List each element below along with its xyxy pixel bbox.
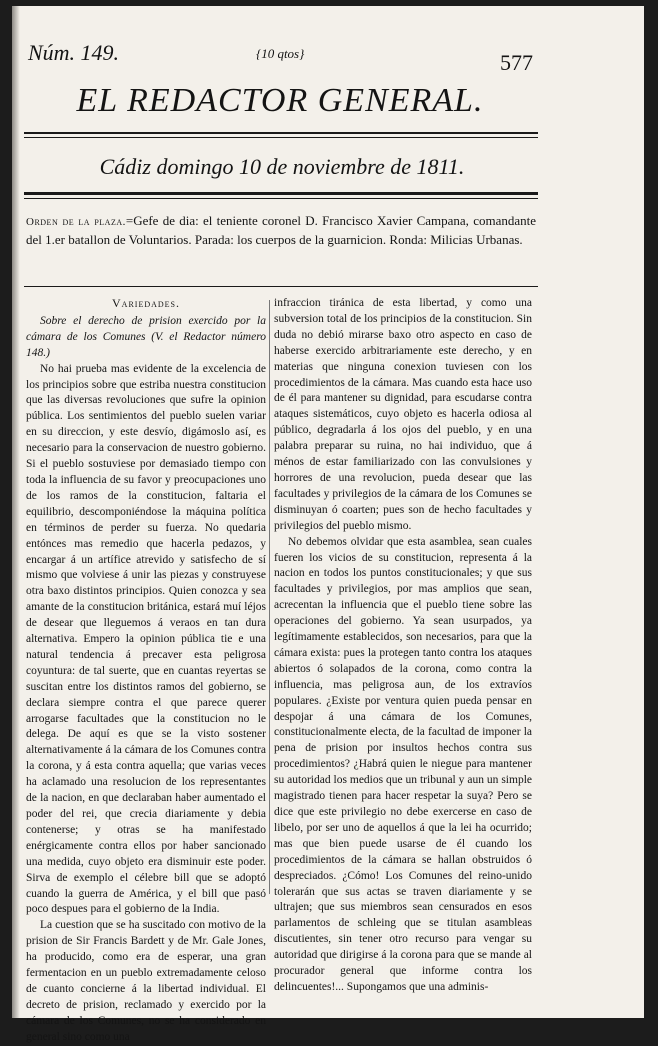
issue-date: Cádiz domingo 10 de noviembre de 1811. bbox=[99, 154, 465, 179]
paragraph: No debemos olvidar que esta asamblea, sean cuales fueren los vicios de su constitucion, representa á la nacion en todos los puntos constitucionales; y que sus facultades y privilegios, por mas amplios que sean, acrecentan la influencia que el pueblo tiene sobre las operaciones del gobierno. Ya sean usurpados, ya legítimamente establecidos, son necesarios, para que la cámara exista: pues la protegen tanto contra los ataques abiertos ó solapados de la corona, como contra la influencia, mas peligrosa aun, de los extravíos populares. ¿Existe por ventura quien pueda pensar en despojar á una cámara de los Comunes, constitucionalmente electa, de la facultad de imponer la pena de prision por insultos hechos contra sus procedimientos? ¿Habrá quien le niegue para mantener su autoridad los medios que un tribunal y aun un simple magistrado tienen para hacer respetar la suya? Pero se dice que este privilegio no debe exercerse en caso de libelo, por ser uno de aquellos á que la lei ha ocurrido; mas que bien puede usarse de él cuando los procedimientos de la cámara se hallan obstruidos ó despreciados. ¿Cómo! Los Comunes del reino-unido tolerarán que sus actas se traven diariamente y se ultrajen; que sus miembros sean censurados en esos parlamentos de schleing que se titulan asambleas discutientes, sin tener otro recurso para vengar su autoridad que dirigirse á la corona para que se mande al procurador general que informe contra los delincuentes!... Supongamos que una adminis- bbox=[274, 535, 532, 993]
masthead-rule-thin bbox=[24, 137, 538, 138]
masthead-title: EL REDACTOR GENERAL. bbox=[76, 82, 484, 119]
date-rule-thick bbox=[24, 192, 538, 195]
newspaper-page bbox=[12, 6, 644, 1043]
paragraph: No hai prueba mas evidente de la excelencia de los principios sobre que estriba nuestra constitucion que las diversas revoluciones que sufre la opinion pública. Los sentimientos del pueblo suelen variar en su direccion, y este desvío, digámoslo así, es necesario para la conservacion de nuestro gobierno. Si el pueblo sostuviese por demasiado tiempo con toda la influencia de su favor y preocupaciones uno de los ramos de la constitucion, faltaria el equilibrio, descomponiéndose la máquina política en términos de perder su fuerza. No quedaria entónces mas remedio que hacerla pedazos, y encargar á un artífice atrevido y satisfecho de sí mismo que volviese á unir las piezas y construyese otra baxo distintos principios. Quien conozca y sea amante de la constitucion británica, estará muí léjos de desear que lleguemos á veraos en tan dura alternativa. Empero la opinion pública tie e una natural tendencia á precaver esta peligrosa coyuntura: de tal suerte, que en cuantas reyertas se suscitan entre los distintos ramos del gobierno, se declara siempre contra el que parece querer arrogarse facultades que la constitucion no le delega. De aquí es que se la visto sostener alternativamente á la cámara de los Comunes contra la corona, y á esta contra aquella; que varias veces ha aclamado una resolucion de los representantes de la nacion, en que declaraban haber aumentado el poder del rei, que crecia diariamente y debia contenerse; y otras se ha manifestado enérgicamente contra ellos por haber sancionado una medida, cuyo objeto era disminuir este poder. Sirva de exemplo el célebre bill que se adoptó cuando la guerra de América, y el bill que pasó poco despues para el gobierno de la India. bbox=[26, 362, 266, 916]
date-rule-thin bbox=[24, 198, 538, 199]
source-note: Sobre el derecho de prision exercido por la cámara de los Comunes (V. el Redactor número 148.) bbox=[26, 314, 266, 359]
quire-note: {10 qtos} bbox=[256, 46, 305, 61]
section-title: Variedades. bbox=[112, 296, 180, 310]
orden-label: Orden de la plaza. bbox=[26, 216, 126, 228]
article-column-right bbox=[274, 296, 532, 996]
masthead-rule-thick bbox=[24, 132, 538, 134]
binding-shadow bbox=[12, 6, 20, 1018]
section-rule bbox=[24, 286, 538, 287]
page-number: 577 bbox=[500, 50, 533, 75]
issue-number: Núm. 149. bbox=[28, 40, 120, 65]
orden-text: =Gefe de dia: el teniente coronel D. Francisco Xavier Campana, comandante del 1.er batallon de Voluntarios. Parada: los cuerpos de la guarnicion. Ronda: Milicias Urbanas. bbox=[26, 213, 536, 247]
paragraph: La cuestion que se ha suscitado con motivo de la prision de Sir Francis Bardett y de Mr. Gale Jones, ha producido, como era de esperar, una gran fermentacion en un pueblo extremadamente celoso de cuanto concierne á la libertad individual. El decreto de prision, reclamado y exercido por la cámara de los Comunes, no se ha considerado en general sino como una bbox=[26, 919, 266, 1043]
paragraph: infraccion tiránica de esta libertad, y como una subversion total de los principios de la constitucion. Sin duda no debió mirarse baxo otro aspecto en caso de haberse exercido arbitrariamente este derecho, y en materias que ninguna conexion tuviesen con los procedimientos de la cámara. Mas cuando esta hace uso de él para mantener su dignidad, para escudarse contra ataques sistemáticos, cuyo objeto es hacerla odiosa al público, degradarla á los ojos del pueblo, y en una palabra preparar su ruina, no hai individuo, que á ménos de estar familiarizado con las convulsiones y horrores de una revolucion, pueda desear que las facultades y privilegios de la cámara de los Comunes se disminuyan ó coarten; pues son de hecho facultades y privilegios del pueblo mismo. bbox=[274, 297, 532, 532]
orden-de-la-plaza bbox=[26, 212, 536, 248]
column-divider bbox=[269, 300, 270, 894]
article-column-left bbox=[26, 296, 266, 1046]
